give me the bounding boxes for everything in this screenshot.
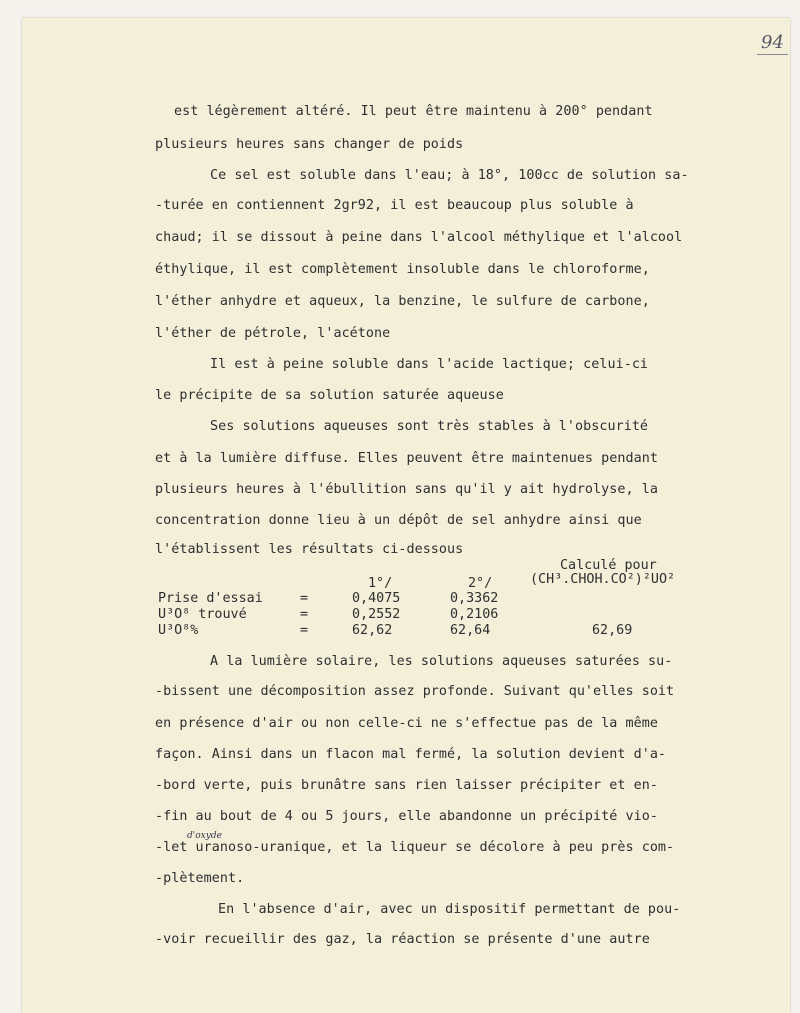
text-line: l'éther de pétrole, l'acétone (155, 326, 391, 341)
text-line: en présence d'air ou non celle-ci ne s'effectue pas de la même (155, 716, 658, 731)
handwritten-annotation: d'oxyde (187, 831, 222, 841)
table-header-formula: (CH³.CHOH.CO²)²UO² (530, 572, 676, 587)
text-line: -bord verte, puis brunâtre sans rien laisser précipiter et en- (155, 778, 658, 793)
text-line: concentration donne lieu à un dépôt de sel anhydre ainsi que (155, 513, 642, 528)
text-line: -voir recueillir des gaz, la réaction se présente d'une autre (155, 932, 650, 947)
text-line: Il est à peine soluble dans l'acide lactique; celui-ci (210, 357, 649, 372)
document-page (22, 18, 790, 1013)
table-row-label: U³O⁸ trouvé (158, 607, 247, 622)
text-line: -plètement. (155, 871, 245, 886)
table-row-label: Prise d'essai (158, 591, 263, 606)
table-cell: 62,69 (592, 623, 633, 638)
text-line: éthylique, il est complètement insoluble dans le chloroforme, (155, 262, 650, 277)
table-header-calc: Calculé pour (560, 558, 657, 573)
text-line: plusieurs heures sans changer de poids (155, 137, 464, 152)
text-line: plusieurs heures à l'ébullition sans qu'il y ait hydrolyse, la (155, 482, 658, 497)
table-col-header: 1°/ (368, 576, 393, 591)
table-row-sign: = (300, 607, 309, 622)
text-line: le précipite de sa solution saturée aqueuse (155, 388, 504, 403)
table-row-sign: = (300, 591, 309, 606)
text-line: -let uranoso-uranique, et la liqueur se décolore à peu près com- (155, 840, 675, 855)
text-line: A la lumière solaire, les solutions aqueuses saturées su- (210, 654, 673, 669)
text-line: l'éther anhydre et aqueux, la benzine, le sulfure de carbone, (155, 294, 650, 309)
table-col-header: 2°/ (468, 576, 493, 591)
text-line: et à la lumière diffuse. Elles peuvent être maintenues pendant (155, 451, 658, 466)
table-cell: 62,64 (450, 623, 491, 638)
text-line: l'établissent les résultats ci-dessous (155, 542, 464, 557)
text-line: -fin au bout de 4 ou 5 jours, elle abandonne un précipité vio- (155, 809, 658, 824)
page-number: 94 (757, 32, 788, 55)
table-cell: 0,3362 (450, 591, 499, 606)
text-line: chaud; il se dissout à peine dans l'alcool méthylique et l'alcool (155, 230, 683, 245)
text-line: est légèrement altéré. Il peut être maintenu à 200° pendant (174, 104, 653, 119)
text-line: Ce sel est soluble dans l'eau; à 18°, 100cc de solution sa- (210, 168, 689, 183)
table-row-label: U³O⁸% (158, 623, 199, 638)
text-line: Ses solutions aqueuses sont très stables à l'obscurité (210, 419, 649, 434)
text-line: -bissent une décomposition assez profonde. Suivant qu'elles soit (155, 684, 675, 699)
table-cell: 62,62 (352, 623, 393, 638)
table-cell: 0,2552 (352, 607, 401, 622)
text-line: En l'absence d'air, avec un dispositif permettant de pou- (218, 902, 681, 917)
table-cell: 0,2106 (450, 607, 499, 622)
text-line: -turée en contiennent 2gr92, il est beaucoup plus soluble à (155, 198, 634, 213)
table-cell: 0,4075 (352, 591, 401, 606)
table-row-sign: = (300, 623, 309, 638)
text-line: façon. Ainsi dans un flacon mal fermé, la solution devient d'a- (155, 747, 667, 762)
